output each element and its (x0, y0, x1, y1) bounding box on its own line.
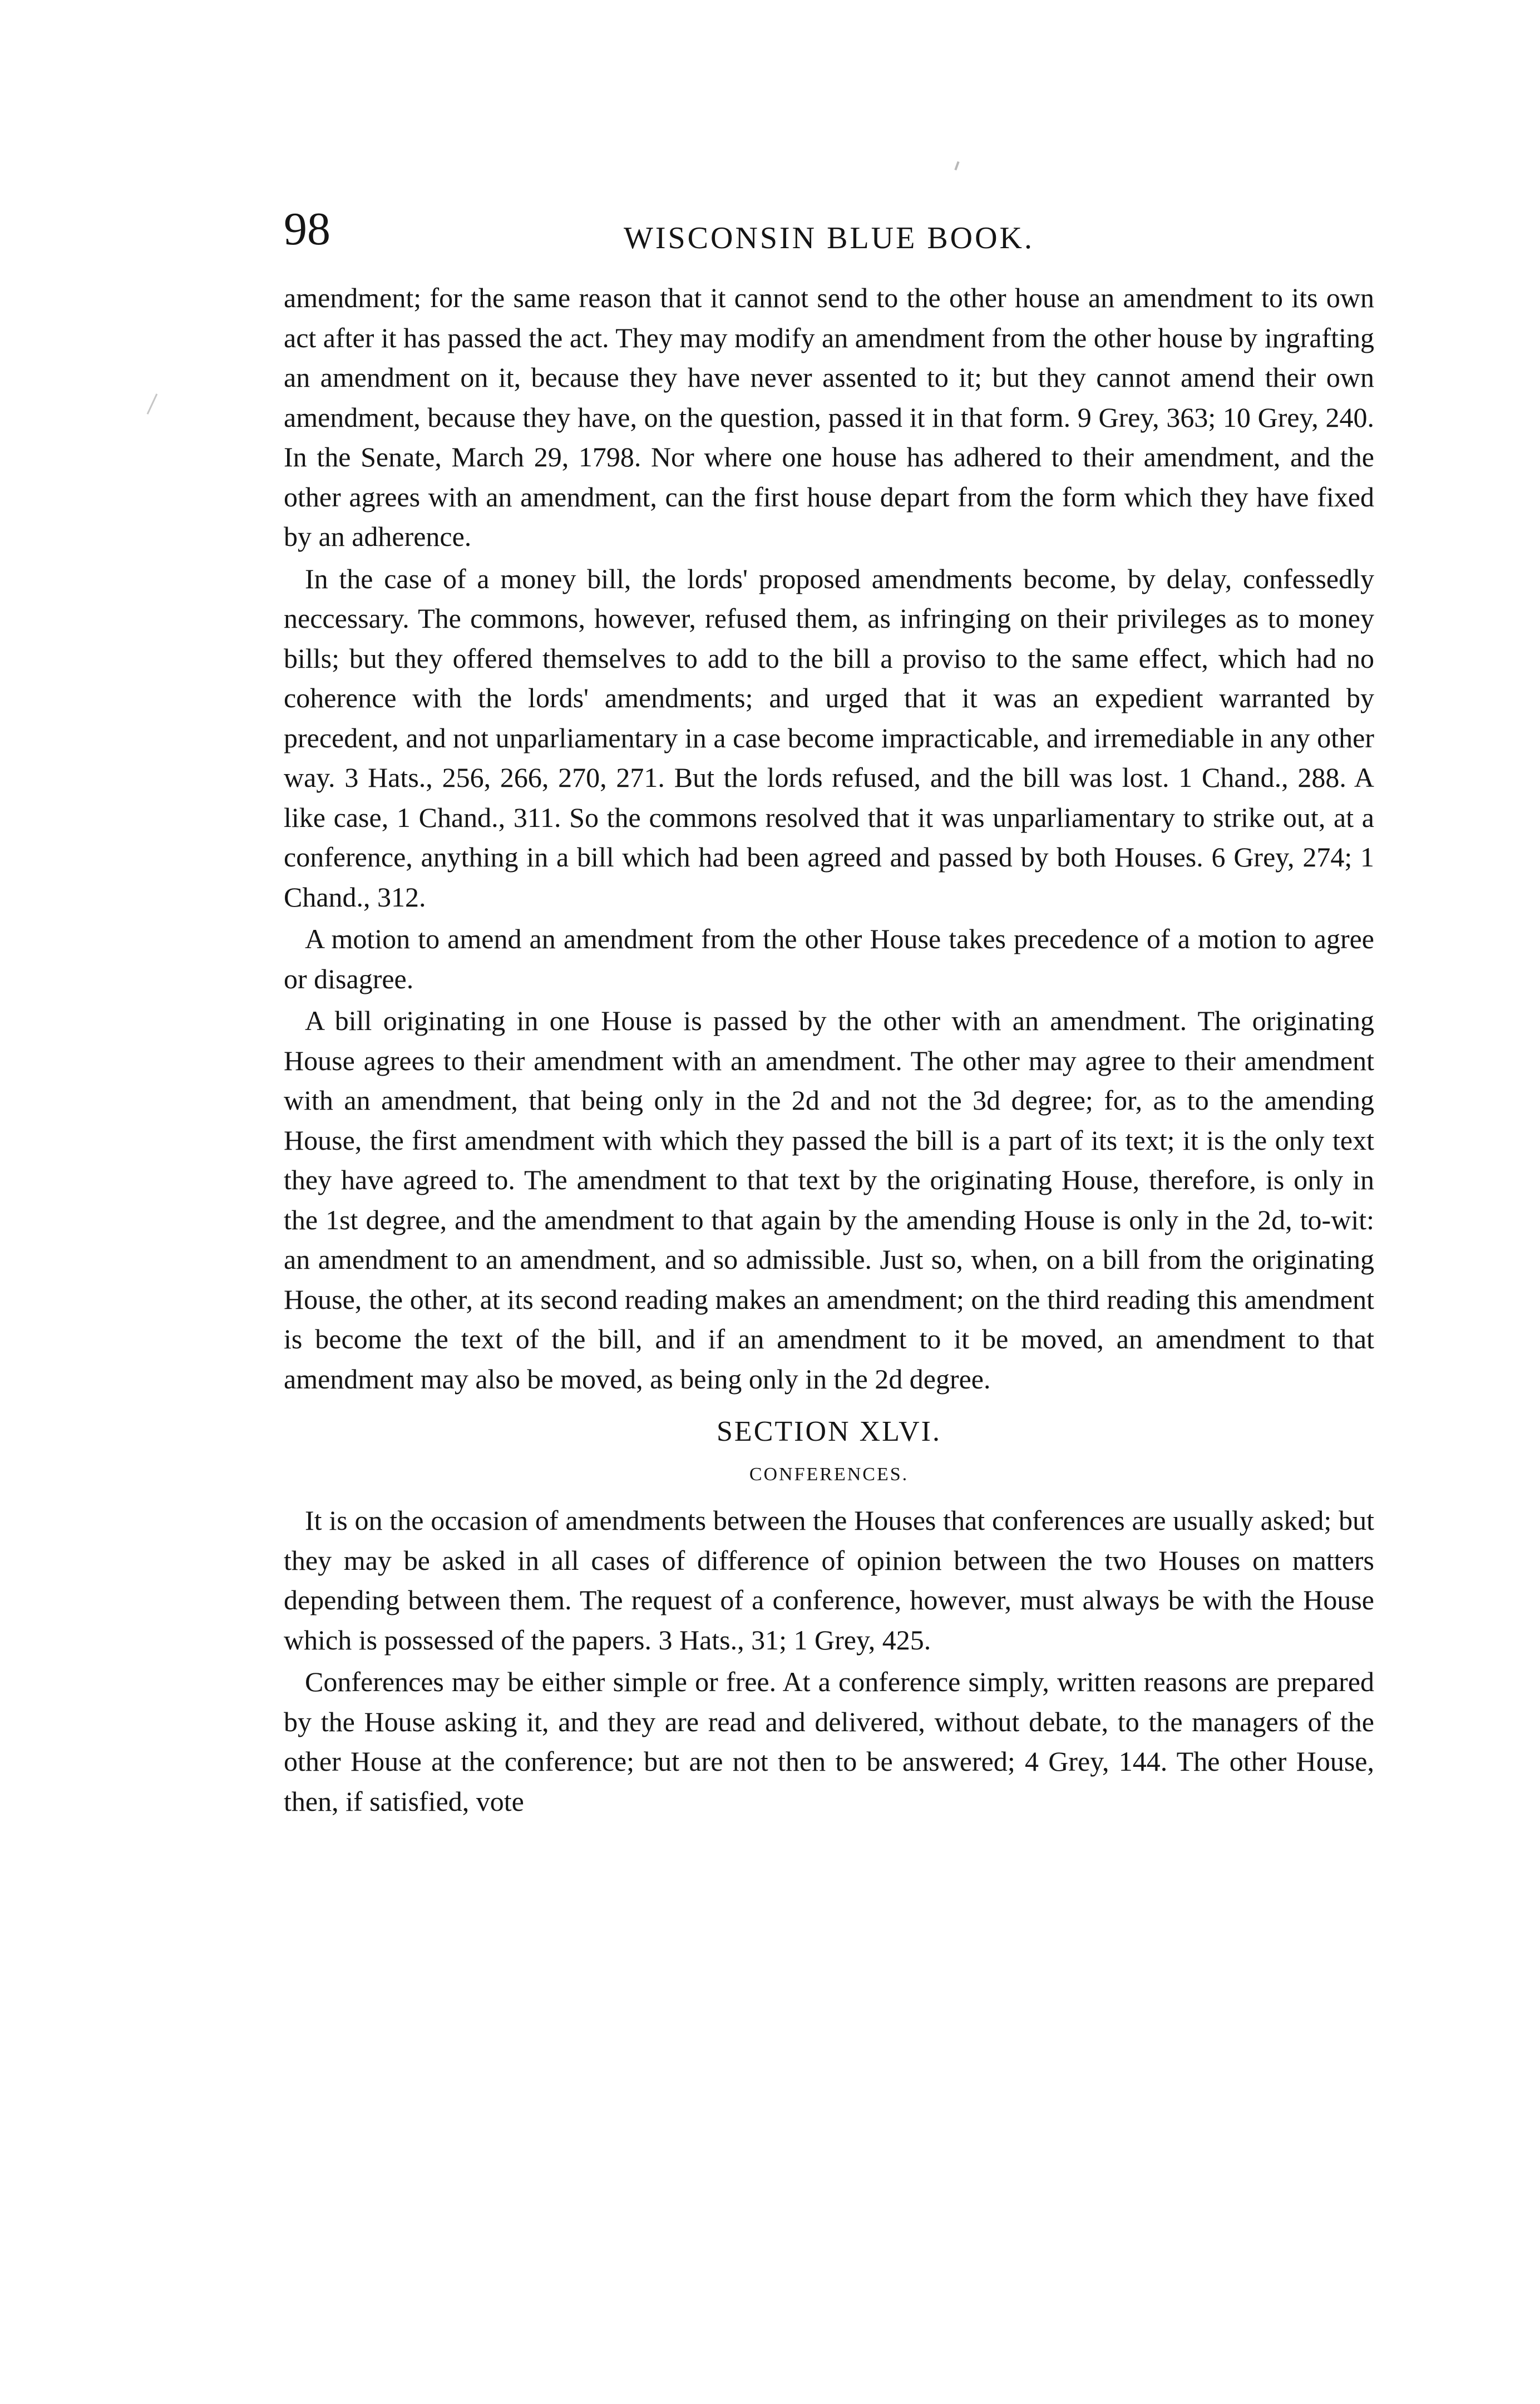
paragraph: Conferences may be either simple or free. At a conference simply, written reasons are prepared by the House asking it, and they are read and delivered, without debate, to the managers of the other House at the conference; but are not then to be answered; 4 Grey, 144. The other House, then, if satisfied, vote (284, 1666, 1374, 1817)
paragraph: In the case of a money bill, the lords' proposed amendments become, by delay, confessedly neccessary. The commons, however, refused them, as infringing on their privileges as to money bills; but they offered themselves to add to the bill a proviso to the same effect, which had no coherence with the lords' amendments; and urged that it was an expedient warranted by precedent, and not unparliamentary in a case become impracticable, and irremediable in any other way. 3 Hats., 256, 266, 270, 271. But the lords refused, and the bill was lost. 1 Chand., 288. A like case, 1 Chand., 311. So the commons resolved that it was unparliamentary to strike out, at a conference, anything in a bill which had been agreed and passed by both Houses. 6 Grey, 274; 1 Chand., 312. (284, 563, 1374, 913)
section-subheading: CONFERENCES. (749, 1464, 909, 1485)
page-body (284, 278, 1374, 1821)
paragraph: It is on the occasion of amendments between the Houses that conferences are usually asked; but they may be asked in all cases of difference of opinion between the two Houses on matters depending between them. The request of a conference, however, must always be with the House which is possessed of the papers. 3 Hats., 31; 1 Grey, 425. (284, 1505, 1374, 1656)
paragraph: A bill originating in one House is passed by the other with an amendment. The originating House agrees to their amendment with an amendment. The other may agree to their amendment with an amendment, that being only in the 2d and not the 3d degree; for, as to the amending House, the first amendment with which they passed the bill is a part of its text; it is the only text they have agreed to. The amendment to that text by the originating House, therefore, is only in the 1st degree, and the amendment to that again by the amending House is only in the 2d, to-wit: an amendment to an amendment, and so admissible. Just so, when, on a bill from the originating House, the other, at its second reading makes an amendment; on the third reading this amendment is become the text of the bill, and if an amendment to it be moved, an amendment to that amendment may also be moved, as being only in the 2d degree. (284, 1005, 1374, 1395)
running-head: WISCONSIN BLUE BOOK. (624, 221, 1034, 255)
section-heading: SECTION XLVI. (717, 1416, 941, 1447)
ink-speck (147, 393, 158, 415)
paragraph: amendment; for the same reason that it cannot send to the other house an amendment to its own act after it has passed the act. They may modify an amendment from the other house by ingrafting an amendment on it, because they have never assented to it; but they cannot amend their own amendment, because they have, on the question, passed it in that form. 9 Grey, 363; 10 Grey, 240. In the Senate, March 29, 1798. Nor where one house has adhered to their amendment, and the other agrees with an amendment, can the first house depart from the form which they have fixed by an adherence. (284, 282, 1374, 552)
page-header (284, 203, 1374, 278)
ink-speck (954, 161, 959, 170)
page-number: 98 (284, 203, 330, 255)
paragraph: A motion to amend an amendment from the other House takes precedence of a motion to agree or disagree. (284, 923, 1374, 994)
book-page (284, 203, 1374, 2348)
